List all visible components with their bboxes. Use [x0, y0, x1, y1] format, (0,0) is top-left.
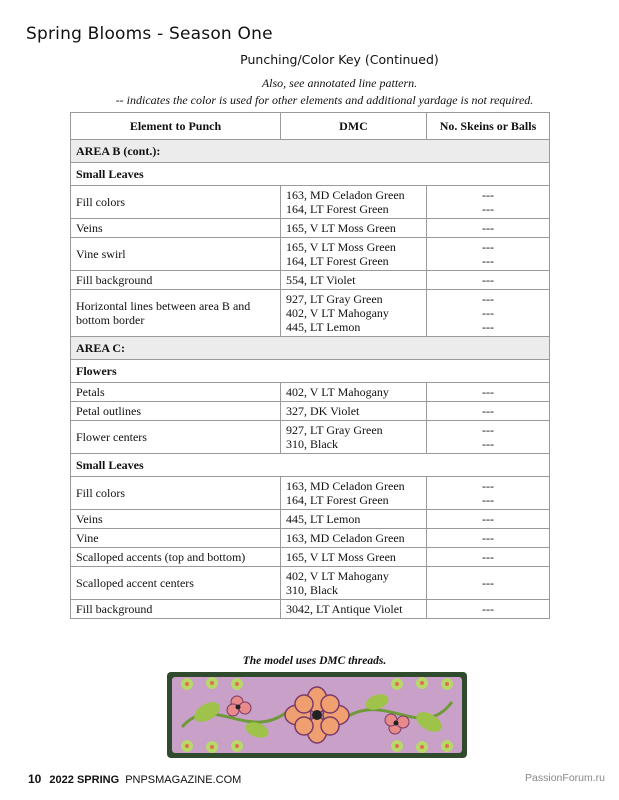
- element-cell: Horizontal lines between area B and bottom border: [71, 290, 281, 337]
- skein-count: ---: [482, 602, 494, 616]
- skein-count: ---: [482, 512, 494, 526]
- dmc-cell: [281, 290, 427, 337]
- element-cell: Fill background: [71, 600, 281, 619]
- element-cell: Flower centers: [71, 421, 281, 454]
- dmc-color: 164, LT Forest Green: [286, 493, 389, 507]
- element-cell: Petals: [71, 383, 281, 402]
- table-header-row: [71, 113, 550, 140]
- skein-count: ---: [482, 550, 494, 564]
- dmc-color: 445, LT Lemon: [286, 512, 361, 526]
- element-cell: Petal outlines: [71, 402, 281, 421]
- table-row: [71, 600, 550, 619]
- skein-count: ---: [482, 202, 494, 216]
- skeins-cell: [427, 567, 550, 600]
- skeins-cell: [427, 219, 550, 238]
- dmc-cell: [281, 477, 427, 510]
- dmc-color: 402, V LT Mahogany: [286, 569, 389, 583]
- skein-count: ---: [482, 576, 494, 590]
- skeins-cell: [427, 421, 550, 454]
- dmc-cell: [281, 186, 427, 219]
- dmc-color: 310, Black: [286, 583, 338, 597]
- skein-count: ---: [482, 385, 494, 399]
- column-header-skeins: No. Skeins or Balls: [427, 113, 550, 140]
- dmc-color: 402, V LT Mahogany: [286, 306, 389, 320]
- skeins-cell: [427, 548, 550, 567]
- element-cell: Scalloped accents (top and bottom): [71, 548, 281, 567]
- table-body: [71, 140, 550, 619]
- color-key-table: [70, 112, 550, 619]
- area-heading: AREA B (cont.):: [71, 140, 550, 163]
- page-footer: [28, 772, 241, 786]
- element-cell: Vine swirl: [71, 238, 281, 271]
- skeins-cell: [427, 383, 550, 402]
- dmc-color: 163, MD Celadon Green: [286, 531, 405, 545]
- dmc-cell: [281, 567, 427, 600]
- pattern-note: Also, see annotated line pattern.: [261, 76, 418, 90]
- skein-count: ---: [482, 479, 494, 493]
- dmc-cell: [281, 421, 427, 454]
- skein-count: ---: [482, 188, 494, 202]
- dmc-cell: [281, 600, 427, 619]
- issue-label: 2022 SPRING: [49, 774, 120, 786]
- element-cell: Veins: [71, 510, 281, 529]
- skein-count: ---: [482, 404, 494, 418]
- thread-caption: The model uses DMC threads.: [242, 655, 387, 667]
- section-heading-row: [71, 454, 550, 477]
- dmc-color: 163, MD Celadon Green: [286, 188, 405, 202]
- skeins-cell: [427, 290, 550, 337]
- skein-count: ---: [482, 437, 494, 451]
- skein-count: ---: [482, 240, 494, 254]
- element-cell: Fill colors: [71, 477, 281, 510]
- dmc-color: 445, LT Lemon: [286, 320, 361, 334]
- area-heading-row: [71, 140, 550, 163]
- dmc-color: 3042, LT Antique Violet: [286, 602, 403, 616]
- dmc-cell: [281, 402, 427, 421]
- area-heading: AREA C:: [71, 337, 550, 360]
- skein-count: ---: [482, 292, 494, 306]
- site-label: PNPSMAGAZINE.COM: [125, 774, 242, 786]
- table-row: [71, 219, 550, 238]
- skein-count: ---: [482, 306, 494, 320]
- skein-count: ---: [482, 221, 494, 235]
- dmc-color: 165, V LT Moss Green: [286, 221, 396, 235]
- table-row: [71, 529, 550, 548]
- section-heading: Flowers: [71, 360, 550, 383]
- element-cell: Veins: [71, 219, 281, 238]
- dmc-cell: [281, 548, 427, 567]
- dmc-color: 554, LT Violet: [286, 273, 356, 287]
- dmc-color: 927, LT Gray Green: [286, 423, 383, 437]
- skeins-cell: [427, 510, 550, 529]
- skein-count: ---: [482, 423, 494, 437]
- table-row: [71, 548, 550, 567]
- yardage-note: -- indicates the color is used for other elements and additional yardage is not required.: [115, 93, 534, 107]
- skeins-cell: [427, 271, 550, 290]
- column-header-dmc: DMC: [281, 113, 427, 140]
- skein-count: ---: [482, 493, 494, 507]
- element-cell: Scalloped accent centers: [71, 567, 281, 600]
- element-cell: Vine: [71, 529, 281, 548]
- skein-count: ---: [482, 531, 494, 545]
- dmc-color: 310, Black: [286, 437, 338, 451]
- series-title: Spring Blooms - Season One: [26, 24, 273, 44]
- dmc-cell: [281, 383, 427, 402]
- dmc-color: 327, DK Violet: [286, 404, 360, 418]
- dmc-color: 164, LT Forest Green: [286, 202, 389, 216]
- dmc-cell: [281, 238, 427, 271]
- table-row: [71, 383, 550, 402]
- page-number: 10: [28, 772, 42, 786]
- dmc-color: 402, V LT Mahogany: [286, 385, 389, 399]
- dmc-color: 165, V LT Moss Green: [286, 240, 396, 254]
- table-row: [71, 290, 550, 337]
- dmc-cell: [281, 529, 427, 548]
- dmc-cell: [281, 271, 427, 290]
- table-row: [71, 271, 550, 290]
- skeins-cell: [427, 238, 550, 271]
- table-row: [71, 510, 550, 529]
- column-header-element: Element to Punch: [71, 113, 281, 140]
- table-row: [71, 567, 550, 600]
- dmc-cell: [281, 510, 427, 529]
- rug-photo: [167, 672, 467, 758]
- table-row: [71, 186, 550, 219]
- skeins-cell: [427, 529, 550, 548]
- skeins-cell: [427, 600, 550, 619]
- section-heading-row: [71, 163, 550, 186]
- table-row: [71, 421, 550, 454]
- dmc-color: 927, LT Gray Green: [286, 292, 383, 306]
- dmc-color: 163, MD Celadon Green: [286, 479, 405, 493]
- table-row: [71, 238, 550, 271]
- watermark: PassionForum.ru: [525, 772, 605, 784]
- area-heading-row: [71, 337, 550, 360]
- skein-count: ---: [482, 320, 494, 334]
- section-heading: Small Leaves: [71, 454, 550, 477]
- table-row: [71, 477, 550, 510]
- skein-count: ---: [482, 273, 494, 287]
- element-cell: Fill colors: [71, 186, 281, 219]
- section-heading-row: [71, 360, 550, 383]
- dmc-cell: [281, 219, 427, 238]
- skeins-cell: [427, 477, 550, 510]
- skein-count: ---: [482, 254, 494, 268]
- element-cell: Fill background: [71, 271, 281, 290]
- table-row: [71, 402, 550, 421]
- section-title: Punching/Color Key (Continued): [240, 52, 439, 67]
- skeins-cell: [427, 402, 550, 421]
- section-heading: Small Leaves: [71, 163, 550, 186]
- skeins-cell: [427, 186, 550, 219]
- dmc-color: 164, LT Forest Green: [286, 254, 389, 268]
- dmc-color: 165, V LT Moss Green: [286, 550, 396, 564]
